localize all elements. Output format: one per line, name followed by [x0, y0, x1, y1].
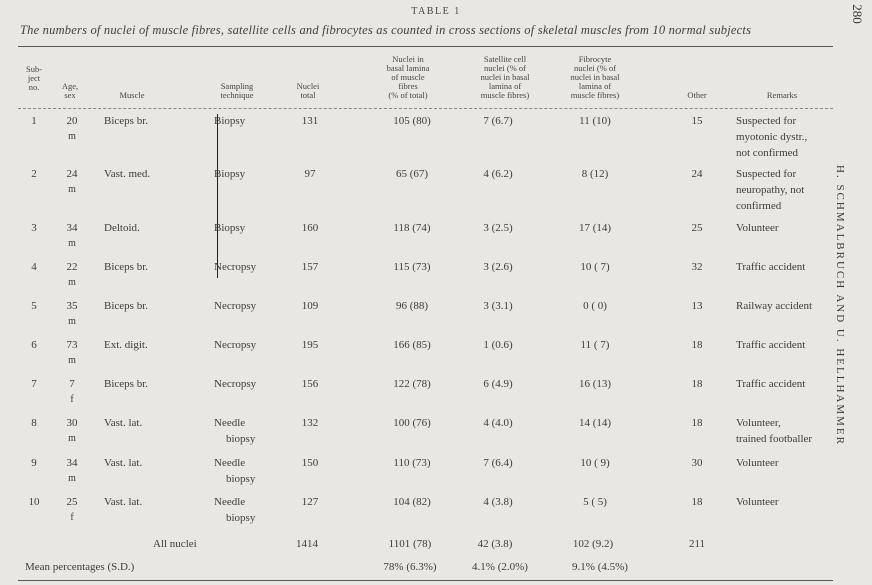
- header-line: sex: [64, 90, 76, 100]
- cell-remarks: Volunteer: [736, 457, 779, 469]
- cell-age: 35: [66, 300, 78, 312]
- cell-remarks: trained footballer: [736, 433, 813, 445]
- header-line: muscle fibres): [480, 90, 530, 100]
- cell-nuclei-total: 127: [301, 496, 319, 508]
- cell-technique: Needle: [214, 417, 246, 429]
- cell-technique: biopsy: [226, 433, 256, 445]
- header-line: nuclei in basal: [570, 72, 620, 82]
- cell-fibrocyte: 17 (14): [578, 222, 612, 234]
- cell-sex: m: [68, 131, 76, 142]
- cell-nuclei-total: 131: [301, 115, 319, 127]
- cell-technique: biopsy: [226, 473, 256, 485]
- cell-muscle: Vast. lat.: [104, 457, 143, 469]
- totals-fibrocyte: 102 (9.2): [572, 538, 614, 550]
- cell-age: 34: [66, 457, 78, 469]
- mean-satellite: 4.1% (2.0%): [472, 561, 528, 573]
- cell-sex: m: [68, 316, 76, 327]
- cell-other: 30: [691, 457, 703, 469]
- cell-satellite: 3 (2.5): [483, 222, 513, 234]
- cell-nuclei-total: 97: [304, 168, 316, 180]
- cell-subject-no: 1: [31, 115, 37, 127]
- cell-basal: 104 (82): [393, 496, 431, 508]
- cell-basal: 105 (80): [393, 115, 431, 127]
- cell-subject-no: 10: [28, 496, 40, 508]
- header-line: lamina of: [488, 81, 522, 91]
- header-line: Nuclei: [296, 81, 320, 91]
- cell-muscle: Biceps br.: [104, 378, 148, 390]
- cell-basal: 115 (73): [393, 261, 431, 273]
- cell-satellite: 4 (6.2): [483, 168, 513, 180]
- cell-remarks: myotonic dystr.,: [736, 131, 808, 143]
- header-nuclei-total: [286, 82, 330, 100]
- cell-satellite: 3 (2.6): [483, 261, 513, 273]
- header-line: nuclei in basal: [480, 72, 530, 82]
- running-head: H. SCHMALBRUCH AND U. HELLHAMMER: [834, 165, 846, 446]
- bottom-rule: [18, 580, 833, 581]
- cell-other: 13: [691, 300, 703, 312]
- cell-subject-no: 2: [31, 168, 37, 180]
- header-line: muscle fibres): [570, 90, 620, 100]
- cell-age: 24: [66, 168, 78, 180]
- cell-satellite: 4 (4.0): [483, 417, 513, 429]
- cell-basal: 110 (73): [393, 457, 431, 469]
- cell-muscle: Vast. lat.: [104, 417, 143, 429]
- mean-label: Mean percentages (S.D.): [25, 561, 135, 573]
- totals-basal: 1101 (78): [388, 538, 432, 550]
- cell-remarks: Suspected for: [736, 168, 797, 180]
- cell-technique: Necropsy: [214, 339, 257, 351]
- header-line: Sub-: [25, 64, 43, 74]
- cell-muscle: Ext. digit.: [104, 339, 148, 351]
- header-technique: [205, 82, 269, 100]
- cell-basal: 122 (78): [393, 378, 431, 390]
- cell-subject-no: 8: [31, 417, 37, 429]
- cell-muscle: Biceps br.: [104, 261, 148, 273]
- cell-satellite: 1 (0.6): [483, 339, 513, 351]
- cell-technique: Needle: [214, 457, 246, 469]
- cell-sex: f: [70, 512, 74, 523]
- mean-basal: 78% (6.3%): [383, 561, 437, 573]
- cell-other: 18: [691, 378, 703, 390]
- cell-nuclei-total: 156: [301, 378, 319, 390]
- cell-sex: m: [68, 184, 76, 195]
- cell-age: 30: [66, 417, 78, 429]
- header-fibrocyte: [555, 55, 635, 100]
- vertical-mark: [217, 114, 218, 278]
- cell-fibrocyte: 5 ( 5): [583, 496, 607, 508]
- cell-other: 18: [691, 417, 703, 429]
- cell-muscle: Vast. med.: [104, 168, 151, 180]
- cell-other: 25: [691, 222, 703, 234]
- cell-remarks: Railway accident: [736, 300, 813, 312]
- cell-subject-no: 7: [31, 378, 37, 390]
- cell-nuclei-total: 157: [301, 261, 319, 273]
- cell-age: 34: [66, 222, 78, 234]
- header-line: Muscle: [119, 90, 145, 100]
- cell-technique: Necropsy: [214, 300, 257, 312]
- cell-fibrocyte: 10 ( 7): [580, 261, 610, 273]
- cell-fibrocyte: 8 (12): [581, 168, 609, 180]
- cell-remarks: Traffic accident: [736, 261, 806, 273]
- cell-sex: m: [68, 277, 76, 288]
- totals-other: 211: [688, 538, 706, 550]
- cell-remarks: Volunteer,: [736, 417, 781, 429]
- cell-muscle: Biceps br.: [104, 115, 148, 127]
- totals-label: All nuclei: [153, 538, 197, 550]
- cell-basal: 96 (88): [395, 300, 429, 312]
- totals-nuclei-total: 1414: [296, 538, 318, 550]
- cell-muscle: Deltoid.: [104, 222, 140, 234]
- header-line: (% of total): [388, 90, 428, 100]
- cell-subject-no: 4: [31, 261, 37, 273]
- cell-muscle: Vast. lat.: [104, 496, 143, 508]
- header-remarks: [752, 91, 812, 100]
- cell-technique: Needle: [214, 496, 246, 508]
- cell-satellite: 4 (3.8): [483, 496, 513, 508]
- table-caption: The numbers of nuclei of muscle fibres, satellite cells and fibrocytes as counted in cross sections of skeletal muscles from 10 normal subjects: [20, 23, 752, 37]
- cell-fibrocyte: 11 ( 7): [580, 339, 610, 351]
- header-muscle: [110, 91, 154, 100]
- cell-technique: Biopsy: [214, 222, 246, 234]
- cell-age: 22: [66, 261, 78, 273]
- cell-subject-no: 9: [31, 457, 37, 469]
- cell-fibrocyte: 16 (13): [578, 378, 612, 390]
- header-line: technique: [220, 90, 254, 100]
- cell-remarks: neuropathy, not: [736, 184, 805, 196]
- header-line: Sampling: [220, 81, 254, 91]
- cell-age: 25: [66, 496, 78, 508]
- header-other: [675, 91, 719, 100]
- header-age-sex: [55, 82, 85, 100]
- header-line: Remarks: [766, 90, 798, 100]
- header-basal-lamina: [372, 55, 444, 100]
- header-line: no.: [28, 82, 40, 92]
- cell-nuclei-total: 160: [301, 222, 319, 234]
- cell-remarks: confirmed: [736, 200, 782, 212]
- header-line: nuclei (% of: [483, 63, 526, 73]
- top-rule: [18, 46, 833, 47]
- header-line: Nuclei in: [392, 54, 424, 64]
- cell-basal: 118 (74): [393, 222, 431, 234]
- cell-nuclei-total: 109: [301, 300, 319, 312]
- cell-other: 32: [691, 261, 703, 273]
- cell-nuclei-total: 150: [301, 457, 319, 469]
- cell-other: 18: [691, 339, 703, 351]
- cell-satellite: 6 (4.9): [483, 378, 513, 390]
- cell-basal: 100 (76): [393, 417, 431, 429]
- header-line: Age,: [61, 81, 79, 91]
- totals-satellite: 42 (3.8): [477, 538, 513, 550]
- cell-subject-no: 3: [31, 222, 37, 234]
- cell-age: 20: [66, 115, 78, 127]
- cell-fibrocyte: 0 ( 0): [583, 300, 607, 312]
- cell-muscle: Biceps br.: [104, 300, 148, 312]
- cell-remarks: Volunteer: [736, 496, 779, 508]
- header-rule: [18, 108, 833, 109]
- header-satellite: [465, 55, 545, 100]
- cell-sex: m: [68, 238, 76, 249]
- cell-other: 15: [691, 115, 703, 127]
- cell-fibrocyte: 14 (14): [578, 417, 612, 429]
- cell-age: 73: [66, 339, 78, 351]
- table-label: TABLE 1: [411, 6, 461, 17]
- header-line: total: [300, 90, 316, 100]
- cell-remarks: Traffic accident: [736, 378, 806, 390]
- page-number: 280: [849, 4, 865, 24]
- cell-technique: Biopsy: [214, 115, 246, 127]
- cell-basal: 166 (85): [393, 339, 431, 351]
- cell-fibrocyte: 10 ( 9): [580, 457, 610, 469]
- header-line: Other: [687, 90, 707, 100]
- cell-age: 7: [69, 378, 75, 390]
- cell-remarks: Volunteer: [736, 222, 779, 234]
- cell-subject-no: 6: [31, 339, 37, 351]
- cell-sex: m: [68, 355, 76, 366]
- cell-nuclei-total: 195: [301, 339, 319, 351]
- cell-remarks: not confirmed: [736, 147, 799, 159]
- header-line: of muscle: [391, 72, 425, 82]
- cell-sex: f: [70, 394, 74, 405]
- cell-sex: m: [68, 473, 76, 484]
- cell-fibrocyte: 11 (10): [579, 115, 611, 127]
- cell-technique: Biopsy: [214, 168, 246, 180]
- header-subject: [20, 65, 48, 92]
- cell-satellite: 3 (3.1): [483, 300, 513, 312]
- cell-satellite: 7 (6.7): [483, 115, 513, 127]
- cell-remarks: Traffic accident: [736, 339, 806, 351]
- cell-remarks: Suspected for: [736, 115, 797, 127]
- cell-satellite: 7 (6.4): [483, 457, 513, 469]
- cell-technique: Necropsy: [214, 378, 257, 390]
- cell-subject-no: 5: [31, 300, 37, 312]
- header-line: lamina of: [578, 81, 612, 91]
- mean-fibrocyte: 9.1% (4.5%): [572, 561, 628, 573]
- header-line: Satellite cell: [483, 54, 527, 64]
- header-line: Fibrocyte: [578, 54, 612, 64]
- cell-nuclei-total: 132: [301, 417, 319, 429]
- header-line: ject: [27, 73, 41, 83]
- cell-basal: 65 (67): [395, 168, 429, 180]
- cell-technique: biopsy: [226, 512, 256, 524]
- cell-technique: Necropsy: [214, 261, 257, 273]
- header-line: basal lamina: [386, 63, 430, 73]
- cell-sex: m: [68, 433, 76, 444]
- cell-other: 24: [691, 168, 703, 180]
- cell-other: 18: [691, 496, 703, 508]
- header-line: nuclei (% of: [573, 63, 616, 73]
- header-line: fibres: [398, 81, 418, 91]
